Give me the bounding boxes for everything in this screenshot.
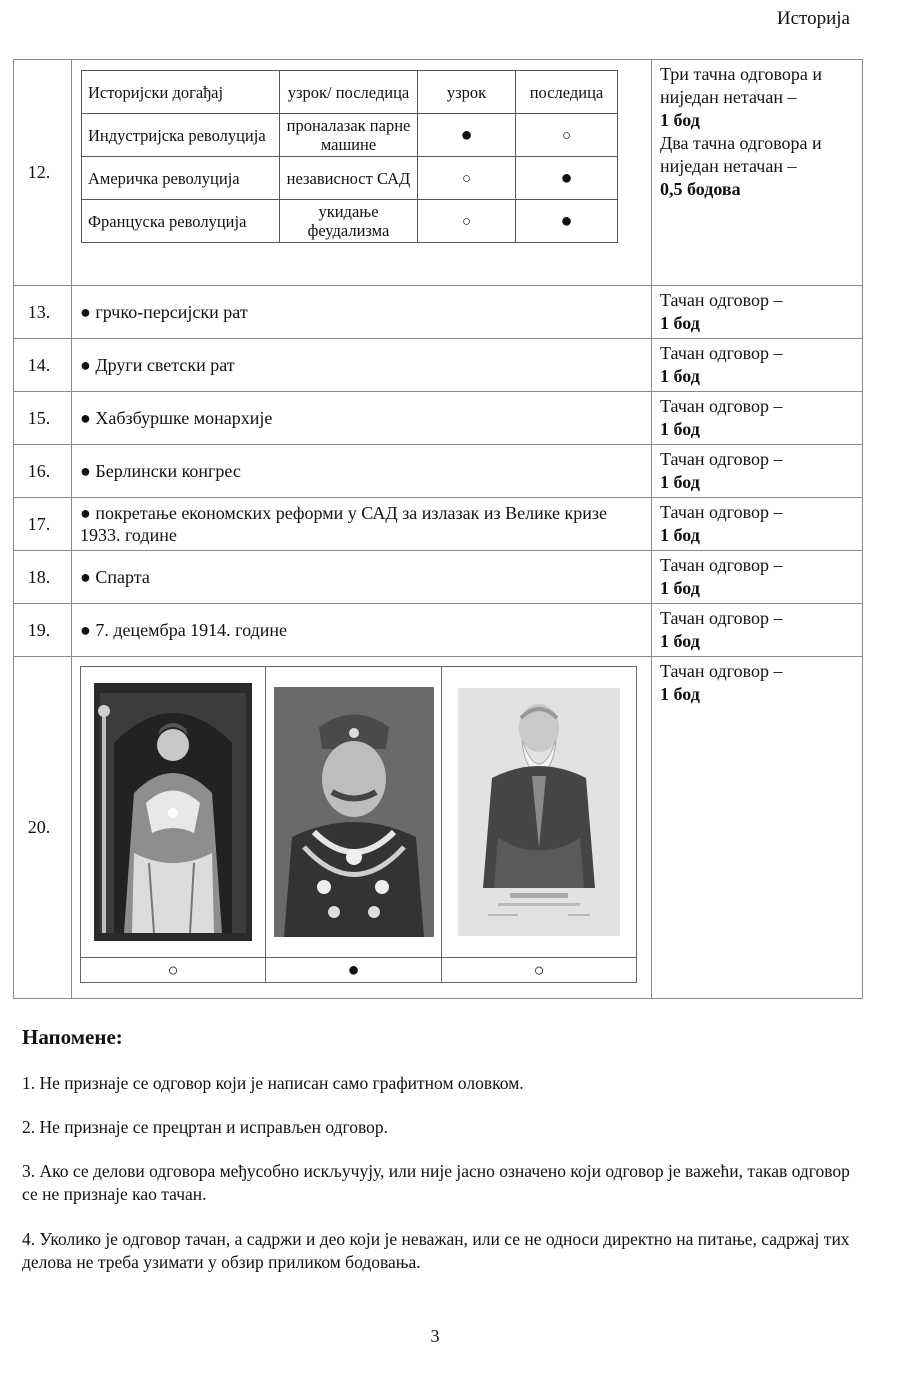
portrait-choice-mark: ○ bbox=[442, 958, 637, 983]
cause-effect-table bbox=[81, 70, 618, 243]
question-row-17 bbox=[14, 498, 863, 551]
question-number: 13. bbox=[14, 286, 72, 339]
cause-mark: ○ bbox=[461, 170, 472, 187]
cause-effect-row bbox=[82, 157, 618, 200]
points-cell bbox=[652, 286, 863, 339]
portrait-cell bbox=[81, 667, 266, 958]
event-item: укидање феудализма bbox=[280, 200, 418, 243]
points-text: Три тачна одговора и bbox=[660, 64, 823, 84]
cause-effect-header-row bbox=[82, 71, 618, 114]
points-value: 1 бод bbox=[660, 631, 700, 651]
portrait-bearded-elder-lithograph-image bbox=[458, 688, 620, 936]
q12-answer-cell bbox=[72, 60, 652, 286]
answer-text: ● 7. децембра 1914. године bbox=[72, 604, 652, 657]
points-value: 1 бод bbox=[660, 366, 700, 386]
question-row-19 bbox=[14, 604, 863, 657]
points-value: 0,5 бодова bbox=[660, 179, 741, 199]
points-text: Тачан одговор – bbox=[660, 555, 783, 575]
event-item: независност САД bbox=[280, 157, 418, 200]
question-number: 16. bbox=[14, 445, 72, 498]
portrait-choice-mark: ● bbox=[266, 958, 442, 983]
points-cell bbox=[652, 604, 863, 657]
portrait-choice-table bbox=[80, 666, 637, 983]
answer-text: ● покретање економских реформи у САД за излазак из Велике кризе 1933. године bbox=[72, 498, 652, 551]
question-number: 20. bbox=[14, 657, 72, 999]
answer-text: ● Спарта bbox=[72, 551, 652, 604]
points-cell bbox=[652, 392, 863, 445]
answer-text: ● грчко-персијски рат bbox=[72, 286, 652, 339]
page-number: 3 bbox=[430, 1326, 440, 1346]
question-row-14 bbox=[14, 339, 863, 392]
note-item: 3. Ако се делови одговора међусобно искључују, или није јасно означено који одговор је важећи, такав одговор се не признаје као тачан. bbox=[22, 1161, 850, 1204]
points-text: Два тачна одговора и bbox=[660, 133, 822, 153]
points-text: ниједан нетачан – bbox=[660, 87, 797, 107]
points-cell bbox=[652, 445, 863, 498]
points-value: 1 бод bbox=[660, 684, 700, 704]
points-text: Тачан одговор – bbox=[660, 396, 783, 416]
points-text: Тачан одговор – bbox=[660, 449, 783, 469]
event-item: проналазак парне машине bbox=[280, 114, 418, 157]
points-value: 1 бод bbox=[660, 110, 700, 130]
q20-answer-cell bbox=[72, 657, 652, 999]
question-number: 12. bbox=[14, 60, 72, 286]
header-effect: последица bbox=[516, 71, 618, 114]
answer-text: ● Други светски рат bbox=[72, 339, 652, 392]
question-number: 15. bbox=[14, 392, 72, 445]
cause-mark: ○ bbox=[461, 213, 472, 230]
question-row-13 bbox=[14, 286, 863, 339]
points-text: Тачан одговор – bbox=[660, 608, 783, 628]
points-text: Тачан одговор – bbox=[660, 290, 783, 310]
question-row-16 bbox=[14, 445, 863, 498]
note-item: 2. Не признаје се прецртан и исправљен одговор. bbox=[22, 1117, 388, 1137]
points-value: 1 бод bbox=[660, 472, 700, 492]
answer-text: ● Хабзбуршке монархије bbox=[72, 392, 652, 445]
question-number: 14. bbox=[14, 339, 72, 392]
cause-effect-row bbox=[82, 200, 618, 243]
portrait-officer-uniform-image bbox=[274, 687, 434, 937]
points-text: Тачан одговор – bbox=[660, 343, 783, 363]
question-row-15 bbox=[14, 392, 863, 445]
portrait-cell bbox=[442, 667, 637, 958]
points-value: 1 бод bbox=[660, 578, 700, 598]
event-name: Француска револуција bbox=[82, 200, 280, 243]
portrait-emperor-on-throne-image bbox=[94, 683, 252, 941]
points-text: Тачан одговор – bbox=[660, 502, 783, 522]
header-event: Историјски догађај bbox=[82, 71, 280, 114]
portrait-cell bbox=[266, 667, 442, 958]
points-value: 1 бод bbox=[660, 525, 700, 545]
note-item: 1. Не признаје се одговор који је написан само графитном оловком. bbox=[22, 1073, 524, 1093]
header-cause-effect: узрок/ последица bbox=[280, 71, 418, 114]
notes-title: Напомене: bbox=[22, 1025, 123, 1049]
points-cell bbox=[652, 657, 863, 999]
portrait-choice-mark: ○ bbox=[81, 958, 266, 983]
points-cell bbox=[652, 498, 863, 551]
effect-mark: ● bbox=[560, 209, 573, 232]
question-number: 19. bbox=[14, 604, 72, 657]
question-row-12 bbox=[14, 60, 863, 286]
event-name: Америчка револуција bbox=[82, 157, 280, 200]
answer-text: ● Берлински конгрес bbox=[72, 445, 652, 498]
page-header-subject: Историја bbox=[776, 8, 850, 29]
answer-key-table bbox=[13, 59, 863, 999]
points-text: Тачан одговор – bbox=[660, 661, 783, 681]
cause-effect-row bbox=[82, 114, 618, 157]
cause-mark: ● bbox=[460, 123, 473, 146]
event-name: Индустријска револуција bbox=[82, 114, 280, 157]
q12-points bbox=[652, 60, 863, 286]
question-number: 18. bbox=[14, 551, 72, 604]
effect-mark: ● bbox=[560, 166, 573, 189]
question-number: 17. bbox=[14, 498, 72, 551]
points-value: 1 бод bbox=[660, 313, 700, 333]
note-item: 4. Уколико је одговор тачан, а садржи и део који је неважан, или се не односи директно на питање, садржај тих делова не треба узимати у обзир приликом бодовања. bbox=[22, 1229, 850, 1272]
points-text: ниједан нетачан – bbox=[660, 156, 797, 176]
header-cause: узрок bbox=[418, 71, 516, 114]
question-row-18 bbox=[14, 551, 863, 604]
points-cell bbox=[652, 551, 863, 604]
points-cell bbox=[652, 339, 863, 392]
question-row-20 bbox=[14, 657, 863, 999]
points-value: 1 бод bbox=[660, 419, 700, 439]
effect-mark: ○ bbox=[561, 127, 572, 144]
